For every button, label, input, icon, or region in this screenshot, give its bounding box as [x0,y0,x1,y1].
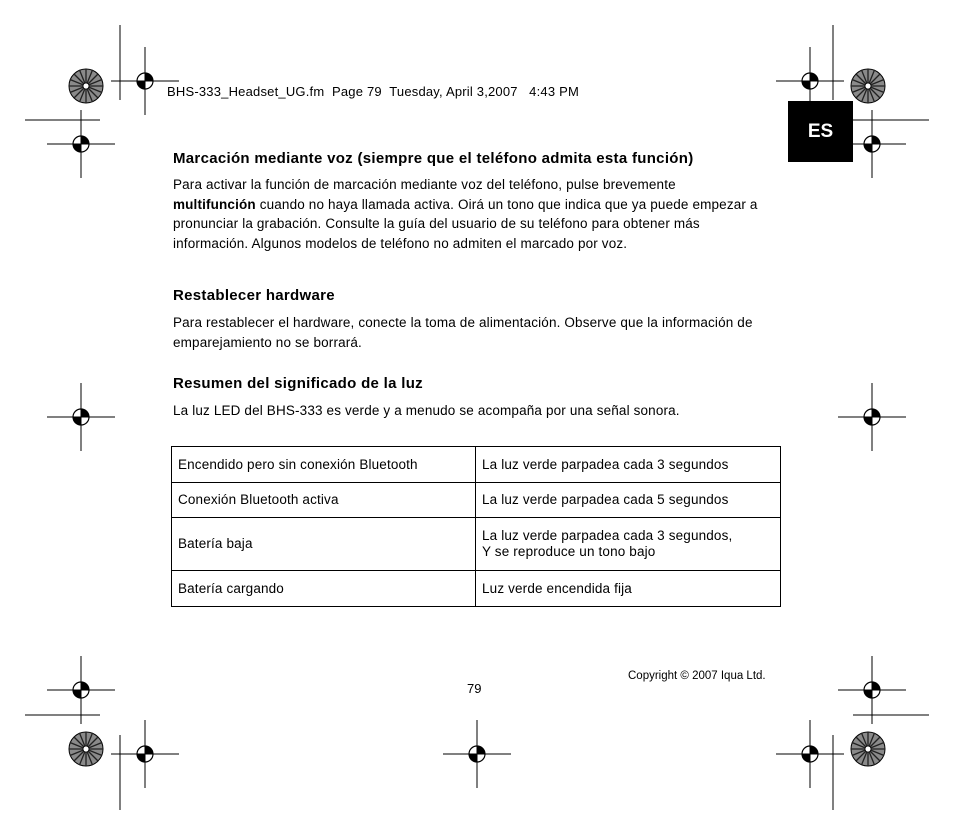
heading-voice-dial: Marcación mediante voz (siempre que el teléfono admita esta función) [173,150,694,167]
file-header: BHS-333_Headset_UG.fm Page 79 Tuesday, April 3,2007 4:43 PM [167,84,579,99]
table-row [172,447,781,483]
page-number: 79 [467,681,482,696]
table-cell-light: Luz verde encendida fija [476,571,781,607]
table-row [172,518,781,571]
table-cell-state: Batería cargando [172,571,476,607]
paragraph-light-summary: La luz LED del BHS-333 es verde y a menudo se acompaña por una señal sonora. [173,403,680,418]
paragraph-voice-dial [173,175,763,253]
table-cell-light: La luz verde parpadea cada 5 segundos [476,483,781,518]
table-cell-state: Batería baja [172,518,476,571]
copyright-notice: Copyright © 2007 Iqua Ltd. [628,670,766,682]
table-row [172,571,781,607]
table-cell-state: Conexión Bluetooth activa [172,483,476,518]
paragraph-voice-dial-part1: Para activar la función de marcación mediante voz del teléfono, pulse brevemente [173,177,676,192]
paragraph-hardware-reset: Para restablecer el hardware, conecte la toma de alimentación. Observe que la información de emparejamiento no se borrará. [173,315,753,350]
paragraph-voice-dial-part2: cuando no haya llamada activa. Oirá un tono que indica que ya puede empezar a pronunciar la grabación. Consulte la guía del usuario de su teléfono para obtener más información. Algunos modelos de teléfono no admiten el marcado por voz. [173,196,758,251]
table-cell-light [476,518,781,571]
table-row [172,483,781,518]
table-cell-light-line1: La luz verde parpadea cada 3 segundos, [482,528,733,543]
heading-light-summary: Resumen del significado de la luz [173,375,423,392]
led-status-table [171,446,781,607]
table-cell-state: Encendido pero sin conexión Bluetooth [172,447,476,483]
table-cell-light-line2: Y se reproduce un tono bajo [482,544,656,559]
language-tab: ES [788,101,853,162]
multifunction-keyword: multifunción [173,196,256,212]
table-cell-light: La luz verde parpadea cada 3 segundos [476,447,781,483]
heading-hardware-reset: Restablecer hardware [173,287,335,304]
